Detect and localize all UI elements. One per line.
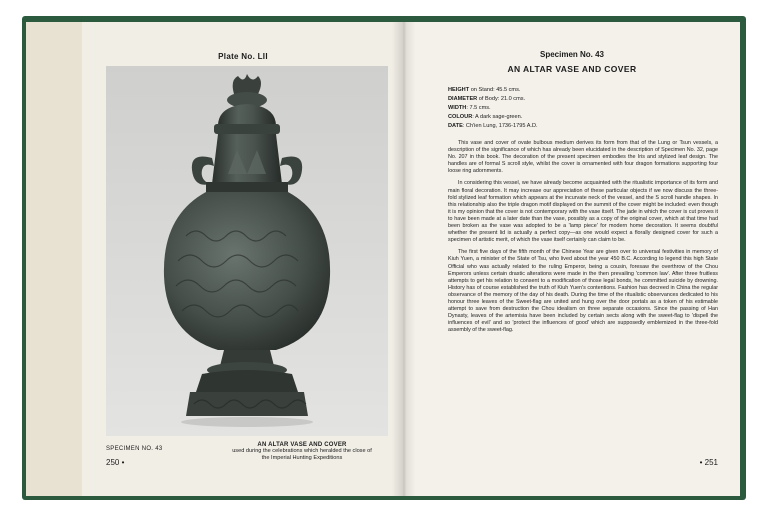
specimen-attributes: [448, 86, 718, 131]
vase-photograph: [106, 66, 388, 436]
page-number-left: 250 •: [106, 458, 125, 467]
paragraph: This vase and cover of ovate bulbous medium derives its form from that of the Lung or Tsun vessels, a description of the significance of which has already been elucidated in the description of Specimen No. 32, page No. 207 in this book. The decoration of the present specimen embodies the Iris and stylized leaf design. The handles are of formal S scroll style, whilst the cover is ornamented with four dragon formations supporting four loose ring adornments.: [448, 140, 718, 175]
specimen-heading: AN ALTAR VASE AND COVER: [507, 64, 637, 74]
attribute-colour: COLOUR: A dark sage-green.: [448, 114, 523, 120]
plate-caption: [212, 442, 392, 462]
attribute-diameter: DIAMETER of Body: 21.0 cms.: [448, 96, 526, 102]
attribute-width: WIDTH: 7.5 cms.: [448, 105, 491, 111]
caption-line: used during the celebrations which heralded the close of: [232, 448, 372, 454]
left-page: [82, 22, 404, 496]
paragraph: In considering this vessel, we have already become acquainted with the ritualistic importance of its form and main floral decoration. It may increase our appreciation of these particular objects if we now discuss the three-fold stylized leaf formation which appears at the incurvate neck of the vessel, and the S scroll handle shapes. In this relationship also the triple dragon motif displayed on the summit of the cover might be included: even though it is my opinion that the cover is not contemporary with the vase itself. The jade in which the cover is cut proves it to have been made at a later date than the vase, possibly as a copy of the original cover, which at that time had been broken as the vase was adopted to be a 'lamp piece' for modern home decoration. It seems doubtful whether the present lid is actually a perfect copy—as one would expect a florally designed cover for such a specimen of artistic merit, of which the vase itself certainly can claim to be.: [448, 180, 718, 244]
caption-title: AN ALTAR VASE AND COVER: [257, 442, 347, 448]
specimen-label: SPECIMEN NO. 43: [106, 446, 163, 452]
attribute-date: DATE: Ch'ien Lung, 1736-1795 A.D.: [448, 123, 538, 129]
caption-line: the Imperial Hunting Expeditions: [261, 455, 343, 461]
plate-title: Plate No. LII: [218, 52, 268, 61]
body-text: [448, 140, 718, 339]
specimen-number: Specimen No. 43: [539, 50, 605, 59]
endpaper: [26, 22, 82, 496]
right-page: [404, 22, 740, 496]
paragraph: The first five days of the fifth month of the Chinese Year are given over to universal festivities in memory of Kiuh Yuen, a minister of the State of Tsu, who lived about the year 450 B.C. According to legend this high State Official who was actually related to the ruling Emperor, being a cousin, foresaw the overthrow of the Chou Emperors unless certain drastic alterations were made in the then prevailing 'common law'. After three fruitless attempts to get his relation to consent to a modification of those legal bonds, he committed suicide by drowning. History has of course established the truth of Kiuh Yuen's contentions. Fashion has decreed in China the regular observance of the memory of the day of his death. During the time of the ritualistic observances dedicated to his honour three leaves of the Sweet-flag are united and hung over the door portals as a token of his estimable attempt to save from destruction the Chou idealism on three separate occasions. Since the passing of Han Dynasty, leaves of the artemisia have been included by certain sects along with the sweet-flag to 'dispell the influences of evil' and so 'protect the influences of good' which are supposedly emblemized in the three-fold assembly of the sweet-flag.: [448, 249, 718, 334]
vase-illustration: [106, 66, 388, 436]
page-number-right: • 251: [699, 458, 718, 467]
open-book: [22, 16, 746, 500]
attribute-height: HEIGHT on Stand: 45.5 cms.: [448, 87, 521, 93]
